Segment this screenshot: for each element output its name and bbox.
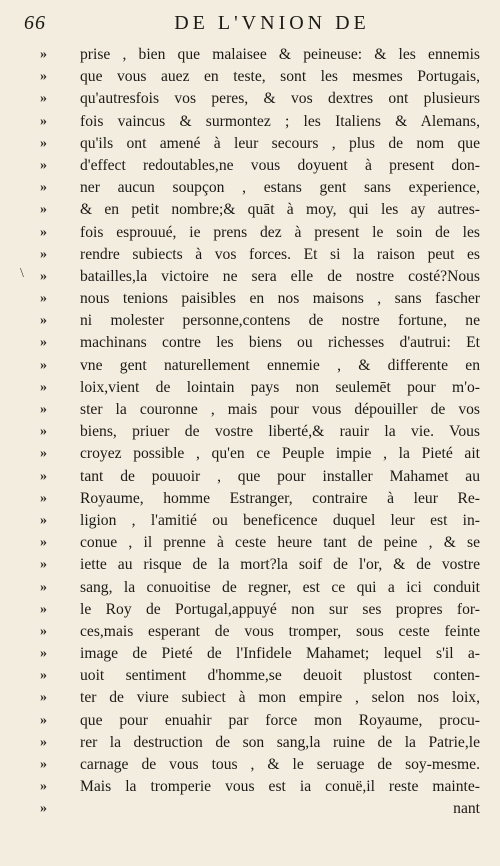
margin-quote-mark: » [40, 712, 47, 728]
margin-quote-mark: » [40, 379, 47, 395]
margin-quote-mark: » [40, 69, 47, 85]
margin-quote-mark: » [40, 668, 47, 684]
text-line: uoit sentiment d'homme,se deuoit plustost conten- [80, 667, 480, 685]
margin-quote-mark: » [40, 313, 47, 329]
margin-quote-mark: » [40, 91, 47, 107]
margin-quote-mark: » [40, 646, 47, 662]
margin-quote-mark: » [40, 335, 47, 351]
text-line: ster la couronne , mais pour vous dépouiller de vos [80, 401, 480, 418]
text-line: machinans contre les biens ou richesses d'autrui: Et [80, 334, 480, 352]
text-line: qu'autresfois vos peres, & vos dextres ont plusieurs [80, 90, 480, 108]
margin-quote-mark: » [40, 623, 47, 639]
text-line: biens, priuer de vostre liberté,& rauir la vie. Vous [80, 423, 480, 441]
text-line: nant [453, 800, 480, 818]
margin-quote-mark: » [40, 468, 47, 484]
page-header [24, 12, 480, 40]
text-line: ni molester personne,contens de nostre fortune, ne [80, 312, 480, 330]
text-line: Royaume, homme Estranger, contraire à leur Re- [80, 489, 480, 507]
text-line: loix,vient de lointain pays non seulemēt pour m'o- [80, 378, 480, 396]
margin-quote-mark: » [40, 224, 47, 240]
text-line: fois vaincus & surmontez ; les Italiens & Alemans, [80, 112, 480, 130]
margin-quote-mark: » [40, 402, 47, 417]
text-line: sang, la conuoitise de regner, est ce qui a ici conduit [80, 578, 480, 596]
margin-quote-mark: » [40, 180, 47, 196]
margin-quote-mark: » [40, 202, 47, 218]
text-line: carnage de vous tous , & le seruage de soy-mesme. [80, 756, 480, 773]
margin-tick-mark: \ [20, 266, 24, 281]
text-line: ces,mais esperant de vous tromper, sous ceste feinte [80, 622, 480, 640]
text-line: ner aucun soupçon , estans gent sans experience, [80, 179, 480, 197]
margin-quote-mark: » [40, 757, 47, 772]
text-line: rer la destruction de son sang,la ruine de la Patrie,le [80, 733, 480, 751]
text-line: ligion , l'amitié ou beneficence duquel leur est in- [80, 511, 480, 529]
margin-quote-mark: » [40, 801, 47, 817]
margin-quote-mark: » [40, 734, 47, 750]
text-line: que pour enuahir par force mon Royaume, procu- [80, 711, 480, 729]
text-line: fois esprouué, ie prens dez à present le soin de les [80, 223, 480, 241]
text-line: batailles,la victoire ne sera elle de nostre costé?Nous [80, 267, 480, 285]
text-line: vne gent naturellement ennemie , & differente en [80, 356, 480, 374]
text-line: le Roy de Portugal,appuyé non sur ses propres for- [80, 600, 480, 618]
text-line: iette au risque de la mort?la soif de l'or, & de vostre [80, 556, 480, 574]
margin-quote-mark: » [40, 291, 47, 307]
margin-quote-mark: » [40, 157, 47, 173]
text-line: conue , il prenne à ceste heure tant de peine , & se [80, 534, 480, 552]
text-line: nous tenions paisibles en nos maisons , sans fascher [80, 290, 480, 308]
text-line: que vous auez en teste, sont les mesmes Portugais, [80, 68, 480, 86]
body-text [80, 44, 480, 821]
margin-quote-mark: » [40, 690, 47, 706]
margin-quote-mark: » [40, 535, 47, 551]
margin-quote-mark: » [40, 113, 47, 129]
text-line: image de Pieté de l'Infidele Mahamet; lequel s'il a- [80, 645, 480, 663]
text-line: d'effect redoutables,ne vous doyuent à present don- [80, 156, 480, 174]
margin-quote-mark: » [40, 47, 47, 62]
running-title: DE L'VNION DE [174, 12, 370, 34]
margin-quote-mark: » [40, 135, 47, 151]
text-line: ter de viure subiect à mon empire , selon nos loix, [80, 689, 480, 707]
text-line: qu'ils ont amené à leur secours , plus de nom que [80, 134, 480, 152]
text-line: rendre subiects à vos forces. Et si la raison peut es [80, 245, 480, 263]
margin-quote-mark: » [40, 268, 47, 284]
margin-quote-mark: » [40, 490, 47, 506]
margin-quote-mark: » [40, 779, 47, 795]
margin-quote-mark: » [40, 446, 47, 462]
margin-quote-mark: » [40, 512, 47, 528]
text-line: & en petit nombre;& quāt à moy, qui les ay autres- [80, 201, 480, 219]
margin-quote-mark: » [40, 557, 47, 573]
text-line: tant de pouuoir , que pour installer Mahamet au [80, 467, 480, 485]
text-line: croyez possible , qu'en ce Peuple impie , la Pieté ait [80, 445, 480, 463]
text-line: Mais la tromperie vous est ia conuë,il reste mainte- [80, 778, 480, 796]
margin-quote-mark: » [40, 601, 47, 617]
margin-quote-mark: » [40, 357, 47, 373]
margin-quote-mark: » [40, 579, 47, 595]
margin-quote-mark: » [40, 246, 47, 262]
page-number: 66 [24, 12, 46, 34]
margin-quote-mark: » [40, 424, 47, 440]
margin-quote-column [40, 44, 64, 821]
text-line: prise , bien que malaisee & peineuse: & les ennemis [80, 46, 480, 63]
